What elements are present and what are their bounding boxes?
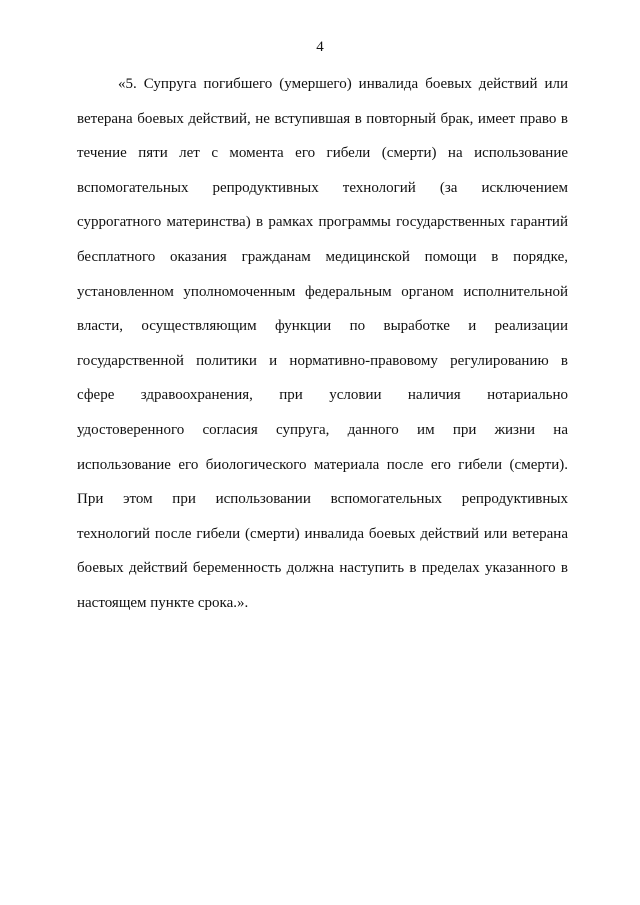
paragraph-line: вспомогательных репродуктивных технологий (за исключением bbox=[77, 179, 568, 196]
paragraph-line: удостоверенного согласия супруга, данного им при жизни на bbox=[77, 421, 568, 438]
paragraph-line: сфере здравоохранения, при условии наличия нотариально bbox=[77, 387, 568, 404]
document-paragraph bbox=[77, 67, 568, 621]
paragraph-line: установленном уполномоченным федеральным органом исполнительной bbox=[77, 283, 568, 300]
page-number: 4 bbox=[316, 39, 324, 55]
paragraph-line: При этом при использовании вспомогательных репродуктивных bbox=[77, 491, 568, 508]
paragraph-line: технологий после гибели (смерти) инвалида боевых действий или ветерана bbox=[77, 525, 568, 542]
paragraph-line: настоящем пункте срока.». bbox=[77, 594, 249, 611]
paragraph-line: ветерана боевых действий, не вступившая в повторный брак, имеет право в bbox=[77, 110, 568, 127]
paragraph-line: использование его биологического материала после его гибели (смерти). bbox=[77, 456, 568, 473]
paragraph-line: течение пяти лет с момента его гибели (смерти) на использование bbox=[77, 145, 568, 162]
paragraph-line: боевых действий беременность должна наступить в пределах указанного в bbox=[77, 560, 568, 577]
paragraph-line: государственной политики и нормативно-правовому регулированию в bbox=[77, 352, 568, 369]
paragraph-line: «5. Супруга погибшего (умершего) инвалида боевых действий или bbox=[118, 76, 568, 92]
paragraph-line: бесплатного оказания гражданам медицинской помощи в порядке, bbox=[77, 248, 568, 265]
paragraph-line: суррогатного материнства) в рамках программы государственных гарантий bbox=[77, 214, 568, 231]
paragraph-line: власти, осуществляющим функции по выработке и реализации bbox=[77, 318, 568, 335]
